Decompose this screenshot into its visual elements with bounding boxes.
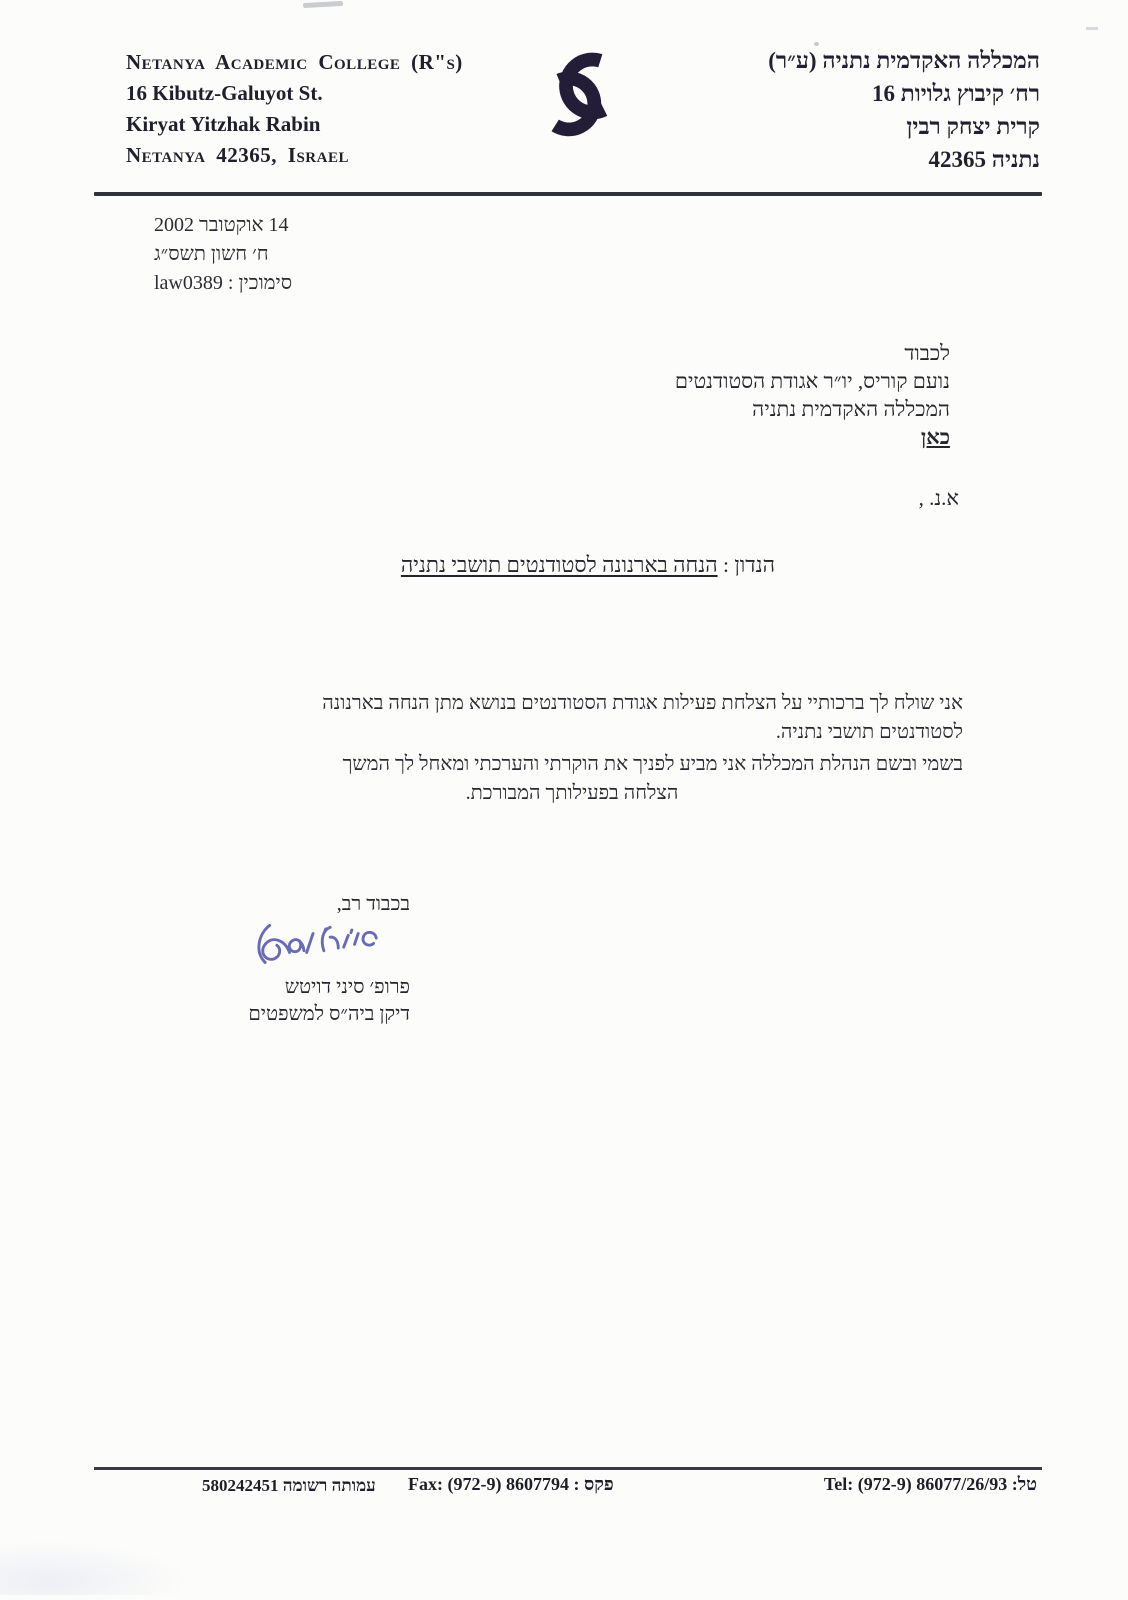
- salutation: א.נ. ,: [918, 486, 959, 510]
- scan-artifact-corner-shading: [0, 1540, 190, 1595]
- college-street-hebrew: רח׳ קיבוץ גלויות 16: [872, 81, 1040, 106]
- footer-telephone: טל: Tel: (972-9) 86077/26/93: [823, 1474, 1037, 1494]
- footer-fax: פקס : Fax: (972-9) 8607794: [408, 1474, 614, 1494]
- subject-label: הנדון :: [717, 553, 775, 577]
- addressee-block: [675, 339, 950, 451]
- college-campus-hebrew: קרית יצחק רבין: [906, 114, 1040, 139]
- scan-artifact-top-dash: [303, 1, 343, 8]
- college-street-english: 16 Kibutz-Galuyot St.: [126, 81, 323, 105]
- handwritten-signature: [238, 920, 388, 976]
- letterhead-english: [126, 47, 463, 171]
- college-campus-english: Kiryat Yitzhak Rabin: [126, 112, 321, 136]
- closing-block: [176, 891, 410, 1028]
- college-city-hebrew: נתניה 42365: [928, 147, 1040, 172]
- reference-block: [154, 211, 292, 298]
- closing-salute: בכבוד רב,: [336, 893, 410, 915]
- signer-name: פרופ׳ סיני דויטש: [284, 976, 410, 998]
- addressee-location: כאן: [920, 425, 950, 449]
- subject-text: הנחה בארנונה לסטודנטים תושבי נתניה: [400, 553, 718, 577]
- footer-registered-association: עמותה רשומה 580242451: [202, 1476, 376, 1495]
- date-gregorian: 14 אוקטובר 2002: [154, 214, 289, 236]
- college-logo-icon: [514, 50, 616, 142]
- letter-body: [181, 689, 963, 808]
- reference-number: סימוכין : law0389: [154, 272, 293, 294]
- body-line: בשמי ובשם הנהלת המכללה אני מביע לפניך את הוקרתי והערכתי ומאחל לך המשך: [342, 753, 963, 775]
- college-name-hebrew: המכללה האקדמית נתניה (ע״ר): [768, 48, 1040, 73]
- addressee-institution: המכללה האקדמית נתניה: [752, 397, 950, 421]
- body-line: אני שולח לך ברכותיי על הצלחת פעילות אגודת הסטודנטים בנושא מתן הנחה בארנונה: [322, 692, 963, 714]
- college-name-english: Netanya Academic College (R"s): [126, 50, 463, 74]
- date-hebrew: ח׳ חשון תשס״ג: [154, 243, 269, 265]
- college-city-english: Netanya 42365, Israel: [126, 143, 349, 167]
- subject-line: [401, 553, 775, 578]
- body-line: הצלחה בפעילותך המבורכת.: [465, 782, 679, 804]
- letterhead-divider: [94, 192, 1042, 196]
- addressee-name-role: נועם קוריס, יו״ר אגודת הסטודנטים: [674, 369, 950, 393]
- signer-title: דיקן ביה״ס למשפטים: [248, 1003, 410, 1025]
- scan-artifact-right-dash: [1086, 27, 1098, 30]
- body-line: לסטודנטים תושבי נתניה.: [775, 721, 963, 743]
- footer-divider: [94, 1467, 1042, 1470]
- addressee-honorific: לכבוד: [904, 341, 950, 365]
- letterhead-hebrew: [768, 44, 1040, 176]
